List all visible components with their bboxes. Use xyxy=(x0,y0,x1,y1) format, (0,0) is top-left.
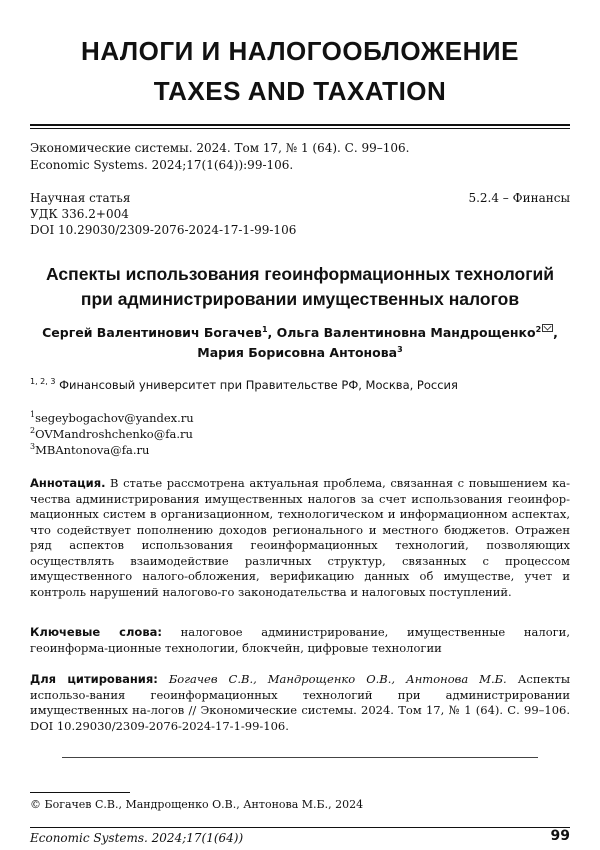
author-1: Сергей Валентинович Богачев xyxy=(42,325,262,340)
envelope-icon xyxy=(542,324,553,332)
email-1-sup: 1 xyxy=(30,410,36,420)
author-3-sup: 3 xyxy=(397,344,403,354)
header-rule-thick xyxy=(30,124,570,126)
rubric: 5.2.4 – Финансы xyxy=(468,191,570,205)
footnote-rule xyxy=(30,792,130,793)
citation-line-ru: Экономические системы. 2024. Том 17, № 1 (64). С. 99–106. xyxy=(30,141,410,155)
citation-text: Аспекты использо-вания геоинформационных технологий при администрировании имущественных на-логов // Экономические системы. 2024. Том 17, № 1 (64). С. 99–106. DOI 10.29030/2309-2076-2024-17-1-99-106. xyxy=(30,672,571,733)
abstract-label: Аннотация. xyxy=(30,476,106,490)
email-1-text: segeybogachov@yandex.ru xyxy=(35,411,194,425)
footer-journal: Economic Systems. 2024;17(1(64)) xyxy=(30,831,244,845)
abstract xyxy=(30,476,570,600)
email-3-sup: 3 xyxy=(30,442,36,452)
footer-rule xyxy=(30,827,570,828)
citation xyxy=(30,672,570,734)
keywords-text: налоговое администрирование, имущественные налоги, геоинформа-ционные технологии, блокчейн, цифровые технологии xyxy=(30,625,570,655)
copyright: © Богачев С.В., Мандрощенко О.В., Антонова М.Б., 2024 xyxy=(30,798,364,811)
author-1-sup: 1 xyxy=(261,324,268,334)
affiliation-sup: 1, 2, 3 xyxy=(30,377,56,387)
header-rule-thin xyxy=(30,128,570,129)
abstract-text: В статье рассмотрена актуальная проблема, связанная с повышением ка-чества администрирования имущественных налогов за счет использования геоинфор-мационных систем в организационном, технологическом и информационном аспектах, что содействует пополнению доходов регионального и местного бюджетов. Отражен ряд аспектов использования геоинформационных технологий, позволяющих осуществлять взаимодействие различных структур, связанных с процессом имущественного налого-обложения, верификацию данных об имуществе, учет и контроль нарушений налогово-го законодательства и налоговых поступлений. xyxy=(30,476,571,599)
email-2-text: OVMandroshchenko@fa.ru xyxy=(35,427,193,441)
affiliation-text: Финансовый университет при Правительстве РФ, Москва, Россия xyxy=(59,378,458,392)
article-title-line2: при администрировании имущественных налогов xyxy=(80,289,520,309)
citation-line-en: Economic Systems. 2024;17(1(64)):99-106. xyxy=(30,158,294,172)
keywords xyxy=(30,625,570,656)
doi: DOI 10.29030/2309-2076-2024-17-1-99-106 xyxy=(30,223,297,237)
email-2 xyxy=(30,426,193,442)
affiliation xyxy=(30,378,458,392)
author-2-sup: 2 xyxy=(535,324,542,334)
citation-label: Для цитирования: xyxy=(30,672,158,686)
email-3-text: MBAntonova@fa.ru xyxy=(35,443,150,457)
author-2: Ольга Валентиновна Мандрощенко xyxy=(276,325,536,340)
author-3: Мария Борисовна Антонова xyxy=(197,345,398,360)
authors-line2 xyxy=(0,343,600,363)
udc: УДК 336.2+004 xyxy=(30,207,129,221)
page-number: 99 xyxy=(550,828,570,844)
email-1 xyxy=(30,410,194,426)
article-title-line1: Аспекты использования геоинформационных технологий xyxy=(46,264,554,284)
authors-line1: Сергей Валентинович Богачев$^1$, Ольга Валентиновна Мандрощенко$^2$ , xyxy=(42,324,558,340)
keywords-label: Ключевые слова: xyxy=(30,625,162,639)
journal-title-en: TAXES AND TAXATION xyxy=(153,76,447,106)
email-2-sup: 2 xyxy=(30,426,36,436)
email-3 xyxy=(30,442,149,458)
article-type: Научная статья xyxy=(30,191,131,205)
journal-title-ru: НАЛОГИ И НАЛОГООБЛОЖЕНИЕ xyxy=(81,36,519,66)
citation-authors: Богачев С.В., Мандрощенко О.В., Антонова М.Б. xyxy=(168,672,507,686)
section-divider xyxy=(62,757,538,758)
